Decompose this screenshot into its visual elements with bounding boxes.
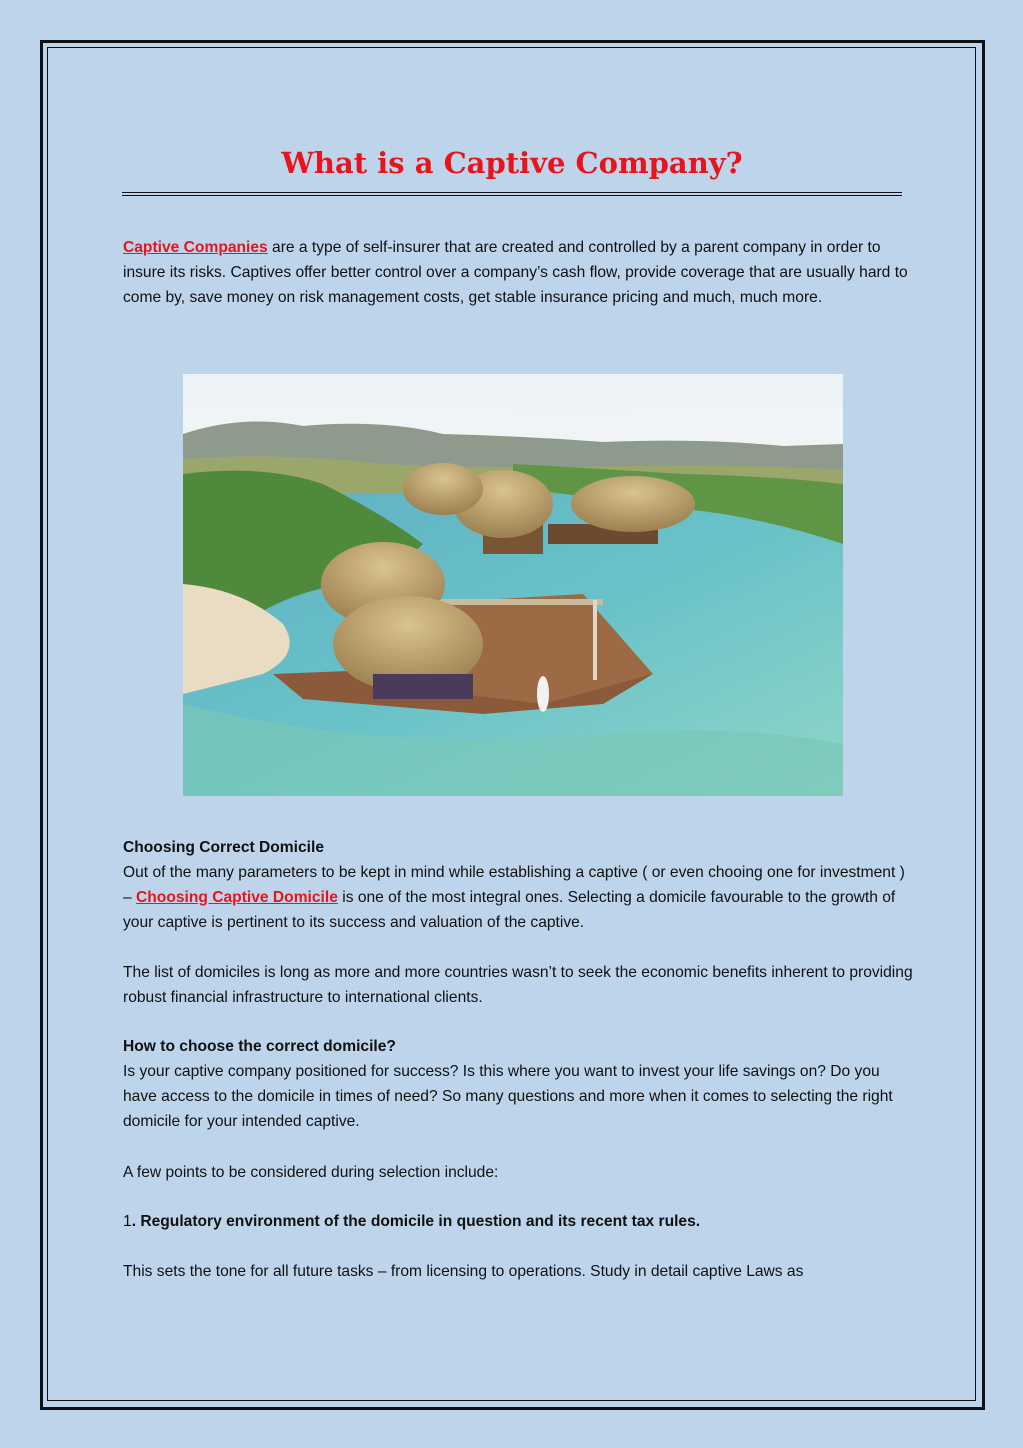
last-paragraph: This sets the tone for all future tasks – from licensing to operations. Study in detail captive Laws as <box>123 1263 804 1280</box>
captive-companies-link[interactable]: Captive Companies <box>123 239 268 256</box>
section-how-text: Is your captive company positioned for success? Is this where you want to invest your life savings on? Do you have access to the domicile in times of need? So many questions and more when it comes to selecting the right domicile for your intended captive. <box>123 1063 893 1130</box>
title-underline <box>122 192 902 196</box>
section-domicile-paragraph <box>123 835 913 935</box>
section-how-paragraph <box>123 1034 913 1134</box>
point-1-text: . Regulatory environment of the domicile in question and its recent tax rules. <box>131 1213 701 1230</box>
section-heading-domicile: Choosing Correct Domicile <box>123 839 325 856</box>
intro-text: are a type of self-insurer that are created and controlled by a parent company in order to insure its risks. Captives offer better control over a company’s cash flow, provide coverage that are usually hard to come by, save money on risk management costs, get stable insurance pricing and much, much more. <box>123 239 908 306</box>
page-title: What is a Captive Company? <box>281 146 743 180</box>
point-1 <box>123 1209 913 1234</box>
choosing-captive-domicile-link[interactable]: Choosing Captive Domicile <box>136 889 338 906</box>
point-1-number: 1 <box>123 1213 132 1230</box>
intro-paragraph <box>123 235 913 310</box>
section-domicile-text-before: Out of the many parameters to be kept in mind while establishing a captive ( or even chooing one for investment ) – <box>123 864 905 906</box>
points-intro-paragraph: A few points to be considered during selection include: <box>123 1164 499 1181</box>
section-heading-how: How to choose the correct domicile? <box>123 1038 396 1055</box>
domiciles-paragraph: The list of domiciles is long as more and more countries wasn’t to seek the economic benefits inherent to providing robust financial infrastructure to international clients. <box>123 964 913 1006</box>
resort-photo <box>183 374 843 796</box>
section-domicile-text-after: is one of the most integral ones. Selecting a domicile favourable to the growth of your captive is pertinent to its success and valuation of the captive. <box>123 889 896 931</box>
